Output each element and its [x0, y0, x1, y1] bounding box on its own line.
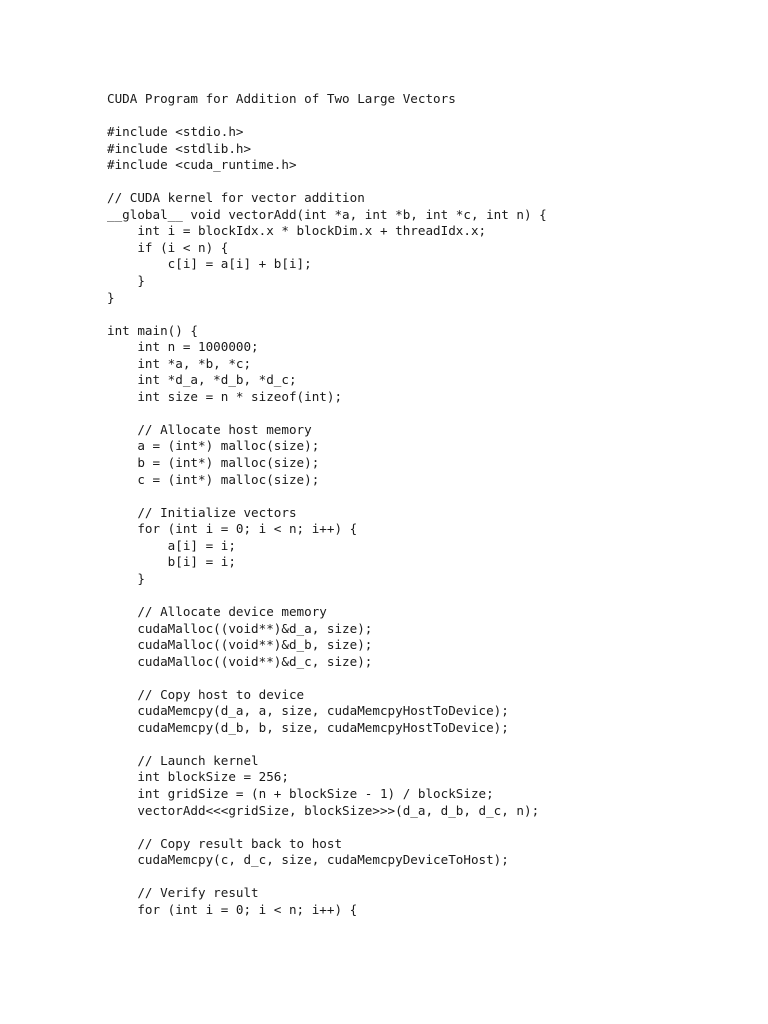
code-line: #include <stdio.h> [107, 124, 244, 140]
code-line: // Allocate device memory [107, 603, 327, 619]
code-line: cudaMalloc((void**)&d_b, size); [107, 637, 373, 653]
code-line: // CUDA kernel for vector addition [107, 190, 365, 206]
code-line: __global__ void vectorAdd(int *a, int *b, int *c, int n) { [107, 206, 547, 222]
code-line: cudaMemcpy(c, d_c, size, cudaMemcpyDeviceToHost); [107, 852, 509, 868]
code-line: // Verify result [107, 885, 259, 901]
code-line: c[i] = a[i] + b[i]; [107, 256, 312, 272]
code-line: for (int i = 0; i < n; i++) { [107, 521, 358, 537]
code-line [107, 405, 747, 422]
code-line: a = (int*) malloc(size); [107, 438, 320, 454]
code-line [107, 587, 747, 604]
code-line: #include <cuda_runtime.h> [107, 157, 297, 173]
code-line: int main() { [107, 322, 198, 338]
code-line: int size = n * sizeof(int); [107, 388, 343, 404]
code-line: a[i] = i; [107, 537, 236, 553]
code-line: cudaMalloc((void**)&d_c, size); [107, 653, 373, 669]
code-line [107, 736, 747, 753]
code-line: // Copy host to device [107, 686, 305, 702]
code-line: } [107, 273, 145, 289]
code-line: int *a, *b, *c; [107, 355, 252, 371]
code-line: // Allocate host memory [107, 421, 312, 437]
code-line: cudaMemcpy(d_a, a, size, cudaMemcpyHostToDevice); [107, 703, 509, 719]
code-line: // Initialize vectors [107, 504, 297, 520]
code-line: int gridSize = (n + blockSize - 1) / blockSize; [107, 785, 494, 801]
code-line [107, 670, 747, 687]
code-line: int *d_a, *d_b, *d_c; [107, 372, 297, 388]
code-line: } [107, 570, 145, 586]
code-line: vectorAdd<<<gridSize, blockSize>>>(d_a, d_b, d_c, n); [107, 802, 540, 818]
code-line [107, 819, 747, 836]
code-line: cudaMalloc((void**)&d_a, size); [107, 620, 373, 636]
code-line: // Launch kernel [107, 752, 259, 768]
code-listing [107, 91, 747, 918]
code-line: for (int i = 0; i < n; i++) { [107, 901, 358, 917]
code-line [107, 488, 747, 505]
code-line: b = (int*) malloc(size); [107, 455, 320, 471]
code-line [107, 174, 747, 191]
code-line: int blockSize = 256; [107, 769, 289, 785]
code-line: if (i < n) { [107, 239, 229, 255]
code-line: // Copy result back to host [107, 835, 343, 851]
code-line [107, 108, 747, 125]
code-line: cudaMemcpy(d_b, b, size, cudaMemcpyHostToDevice); [107, 719, 509, 735]
code-line: b[i] = i; [107, 554, 236, 570]
code-line: int n = 1000000; [107, 339, 259, 355]
document-title: CUDA Program for Addition of Two Large Vectors [107, 91, 456, 106]
code-line [107, 306, 747, 323]
code-line: #include <stdlib.h> [107, 140, 252, 156]
code-line: } [107, 289, 115, 305]
code-line: c = (int*) malloc(size); [107, 471, 320, 487]
code-line [107, 869, 747, 886]
code-line: int i = blockIdx.x * blockDim.x + threadIdx.x; [107, 223, 487, 239]
